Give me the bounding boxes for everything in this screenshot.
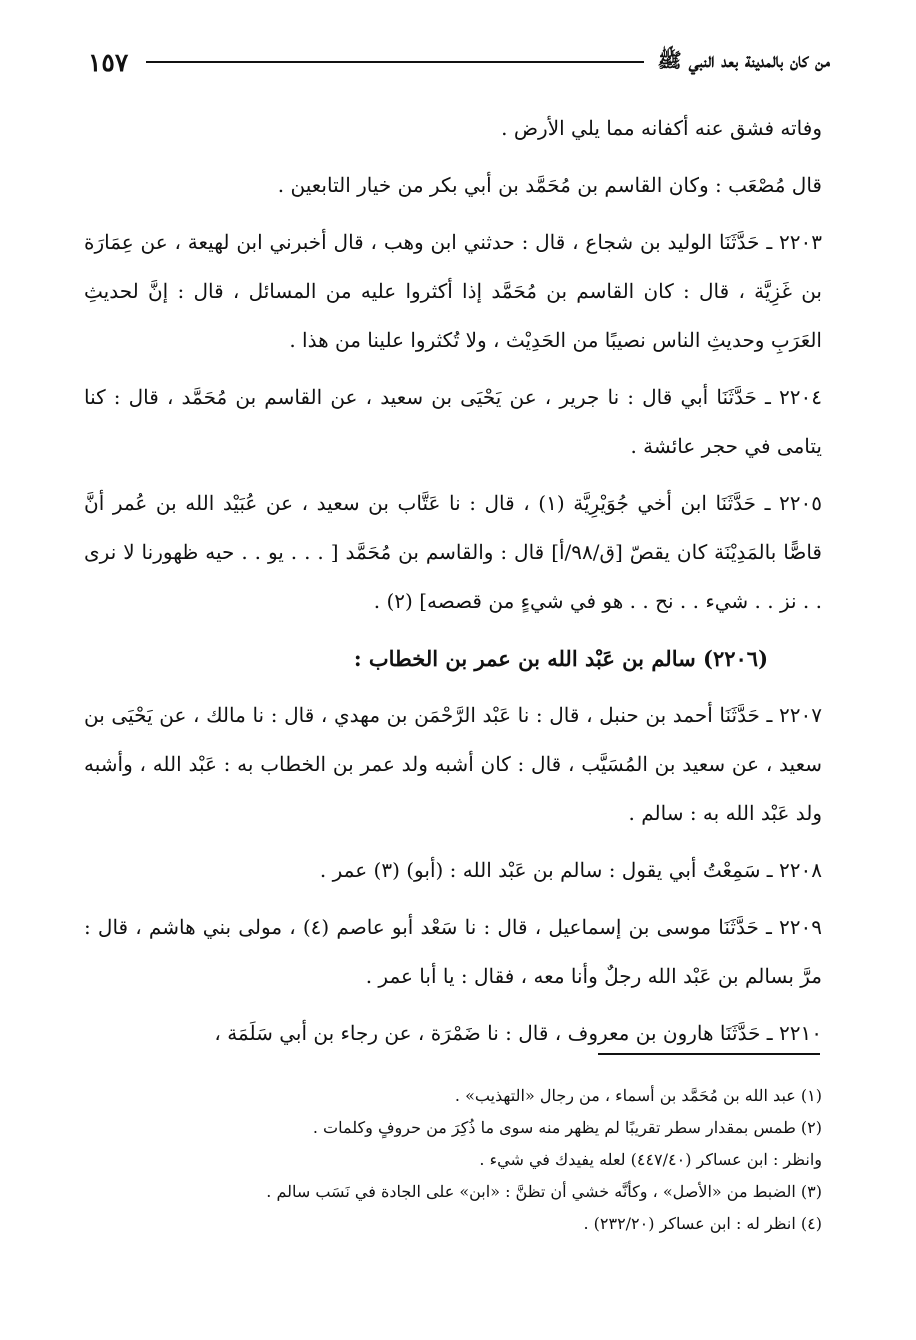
page-number: ١٥٧ <box>88 47 129 77</box>
running-title: من كان بالمدينة بعد النبي ﷺ <box>657 47 830 72</box>
main-text <box>84 104 822 1058</box>
paragraph-mussab-note: قال مُصْعَب : وكان القاسم بن مُحَمَّد بن أبي بكر من خيار التابعين . <box>277 173 822 197</box>
hadith-2208: ٢٢٠٨ ـ سَمِعْتُ أبي يقول : سالم بن عَبْد الله : (أبو) (٣) عمر . <box>319 858 822 882</box>
footnote-1: (١) عبد الله بن مُحَمَّد بن أسماء ، من رجال «التهذيب» . <box>454 1086 822 1105</box>
paragraph-continuation: وفاته فشق عنه أكفانه مما يلي الأرض . <box>501 116 822 140</box>
hadith-2203: ٢٢٠٣ ـ حَدَّثَنَا الوليد بن شجاع ، قال : حدثني ابن وهب ، قال أخبرني ابن لهيعة ، عن عِمَارَة بن غَزِيَّة ، قال : كان القاسم بن مُحَمَّد إذا أكثروا عليه من المسائل ، قال : إنَّ لحديثِ العَرَبِ وحديثِ الناس نصيبًا من الحَدِيْث ، ولا تُكثروا علينا من هذا . <box>84 230 822 352</box>
hadith-2209: ٢٢٠٩ ـ حَدَّثَنَا موسى بن إسماعيل ، قال : نا سَعْد أبو عاصم (٤) ، مولى بني هاشم ، قال : مرَّ بسالم بن عَبْد الله رجلٌ وأنا معه ، فقال : يا أبا عمر . <box>84 915 822 988</box>
footnote-2-continued: وانظر : ابن عساكر (٤٤٧/٤٠) لعله يفيدك في شيء . <box>479 1150 822 1169</box>
footnote-3: (٣) الضبط من «الأصل» ، وكأنَّه خشي أن تظنَّ : «ابن» على الجادة في نَسَب سالم . <box>266 1182 822 1201</box>
hadith-2207: ٢٢٠٧ ـ حَدَّثَنَا أحمد بن حنبل ، قال : نا عَبْد الرَّحْمَن بن مهدي ، قال : نا مالك ، عن يَحْيَى بن سعيد ، عن سعيد بن المُسَيَّب ، قال : كان أشبه ولد عمر بن الخطاب به : عَبْد الله ، وأشبه ولد عَبْد الله به : سالم . <box>84 703 822 825</box>
header-rule <box>146 61 643 63</box>
footnote-2: (٢) طمس بمقدار سطر تقريبًا لم يظهر منه سوى ما ذُكِرَ من حروفٍ وكلمات . <box>312 1118 822 1137</box>
entry-heading-2206: (٢٢٠٦) سالم بن عَبْد الله بن عمر بن الخطاب : <box>353 646 768 671</box>
footnote-4: (٤) انظر له : ابن عساكر (٢٣٢/٢٠) . <box>583 1214 822 1233</box>
page-header <box>88 40 830 84</box>
hadith-2205: ٢٢٠٥ ـ حَدَّثَنَا ابن أخي جُوَيْرِيَّة (١) ، قال : نا عَتَّاب بن سعيد ، عن عُبَيْد الله بن عُمر أنَّ قاصًّا بالمَدِيْنَة كان يقصّ [ق/٩٨/أ] قال : والقاسم بن مُحَمَّد [ . . . يو . . حيه ظهورنا لا نرى . . نز . . شيء . . نح . . هو في شيءٍ من قصصه] (٢) . <box>84 491 822 613</box>
footnotes <box>150 1080 822 1240</box>
hadith-2204: ٢٢٠٤ ـ حَدَّثَنَا أبي قال : نا جرير ، عن يَحْيَى بن سعيد ، عن القاسم بن مُحَمَّد ، قال : كنا يتامى في حجر عائشة . <box>84 385 822 458</box>
footnote-separator <box>598 1053 820 1055</box>
hadith-2210: ٢٢١٠ ـ حَدَّثَنَا هارون بن معروف ، قال : نا ضَمْرَة ، عن رجاء بن أبي سَلَمَة ، <box>214 1021 822 1045</box>
